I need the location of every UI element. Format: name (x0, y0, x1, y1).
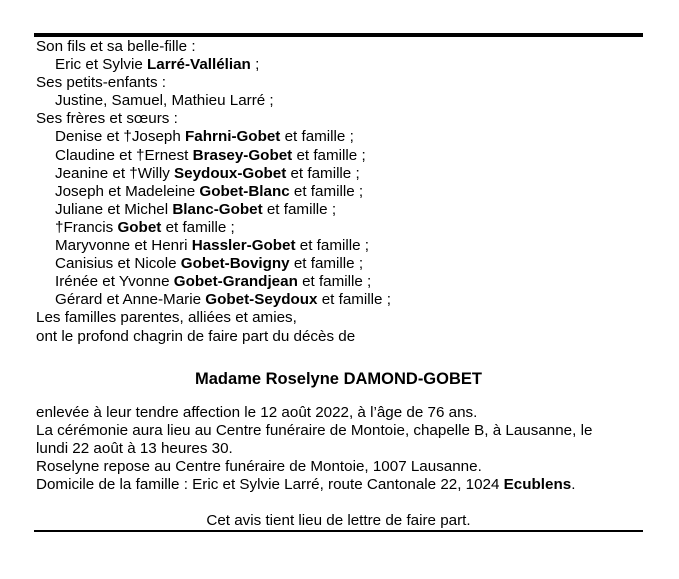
domicile-line (36, 476, 641, 494)
sibling-surname: Brasey-Gobet (192, 146, 293, 164)
grandchildren-label: Ses petits-enfants : (36, 74, 167, 92)
sibling-entry (36, 128, 636, 146)
sibling-suffix: et famille ; (297, 273, 372, 291)
family-list (36, 38, 636, 346)
top-rule (34, 33, 643, 37)
announcement-line: ont le profond chagrin de faire part du décès de (36, 327, 356, 345)
sibling-names: Maryvonne et Henri (55, 237, 192, 255)
sibling-names: Gérard et Anne-Marie (55, 291, 206, 309)
sibling-entry (36, 183, 636, 201)
son-surname: Larré-Vallélian (147, 56, 251, 74)
son-suffix: ; (250, 56, 260, 74)
sibling-suffix: et famille ; (280, 128, 354, 146)
details-line: lundi 22 août à 13 heures 30. (36, 440, 233, 457)
sibling-surname: Gobet-Grandjean (173, 273, 298, 291)
sibling-entry (36, 165, 636, 183)
sibling-surname: Gobet-Seydoux (205, 291, 318, 309)
sibling-surname: Blanc-Gobet (172, 200, 263, 218)
closing-note: Cet avis tient lieu de lettre de faire part. (206, 512, 471, 529)
sibling-suffix: et famille ; (317, 291, 391, 309)
sibling-names: Jeanine et †Willy (55, 164, 175, 182)
sibling-names: Canisius et Nicole (55, 255, 181, 273)
details-line: La cérémonie aura lieu au Centre funéraire de Montoie, chapelle B, à Lausanne, le (36, 422, 593, 439)
sibling-surname: Seydoux-Gobet (174, 164, 287, 182)
sibling-suffix: et famille ; (289, 182, 364, 200)
sibling-names: Irénée et Yvonne (55, 273, 174, 291)
son-label: Son fils et sa belle-fille : (36, 38, 196, 55)
sibling-suffix: et famille ; (292, 146, 366, 164)
relatives-line: Les familles parentes, alliées et amies, (36, 309, 297, 327)
sibling-entry (36, 147, 636, 165)
deceased-name: Madame Roselyne DAMOND-GOBET (195, 370, 482, 388)
details-line: enlevée à leur tendre affection le 12 août 2022, à l’âge de 76 ans. (36, 404, 478, 421)
sibling-suffix: et famille ; (289, 255, 364, 273)
sibling-suffix: et famille ; (286, 164, 360, 182)
sibling-names: Juliane et Michel (55, 200, 173, 218)
domicile-town: Ecublens (503, 476, 572, 493)
sibling-suffix: et famille ; (262, 200, 337, 218)
sibling-entry (36, 273, 636, 291)
sibling-names: †Francis (55, 218, 118, 236)
sibling-surname: Hassler-Gobet (191, 237, 296, 255)
domicile-suffix: . (571, 476, 576, 493)
sibling-names: Denise et †Joseph (55, 128, 186, 146)
sibling-surname: Gobet-Blanc (199, 182, 290, 200)
sibling-surname: Fahrni-Gobet (185, 128, 281, 146)
details-line: Roselyne repose au Centre funéraire de Montoie, 1007 Lausanne. (36, 458, 482, 475)
sibling-names: Joseph et Madeleine (55, 182, 200, 200)
bottom-rule (34, 530, 643, 532)
sibling-surname: Gobet-Bovigny (180, 255, 290, 273)
siblings-label: Ses frères et sœurs : (36, 110, 178, 128)
sibling-entry (36, 255, 636, 273)
sibling-suffix: et famille ; (295, 237, 370, 255)
grandchildren-entry: Justine, Samuel, Mathieu Larré ; (55, 92, 274, 110)
sibling-suffix: et famille ; (161, 218, 235, 236)
sibling-entry (36, 201, 636, 219)
sibling-names: Claudine et †Ernest (55, 146, 193, 164)
son-names: Eric et Sylvie (55, 56, 147, 74)
sibling-entry (36, 291, 636, 309)
sibling-entry (36, 219, 636, 237)
domicile-prefix: Domicile de la famille : Eric et Sylvie Larré, route Cantonale 22, 1024 (36, 476, 504, 493)
sibling-entry (36, 237, 636, 255)
sibling-surname: Gobet (117, 218, 162, 236)
son-entry (36, 56, 636, 74)
ceremony-details (36, 404, 641, 494)
